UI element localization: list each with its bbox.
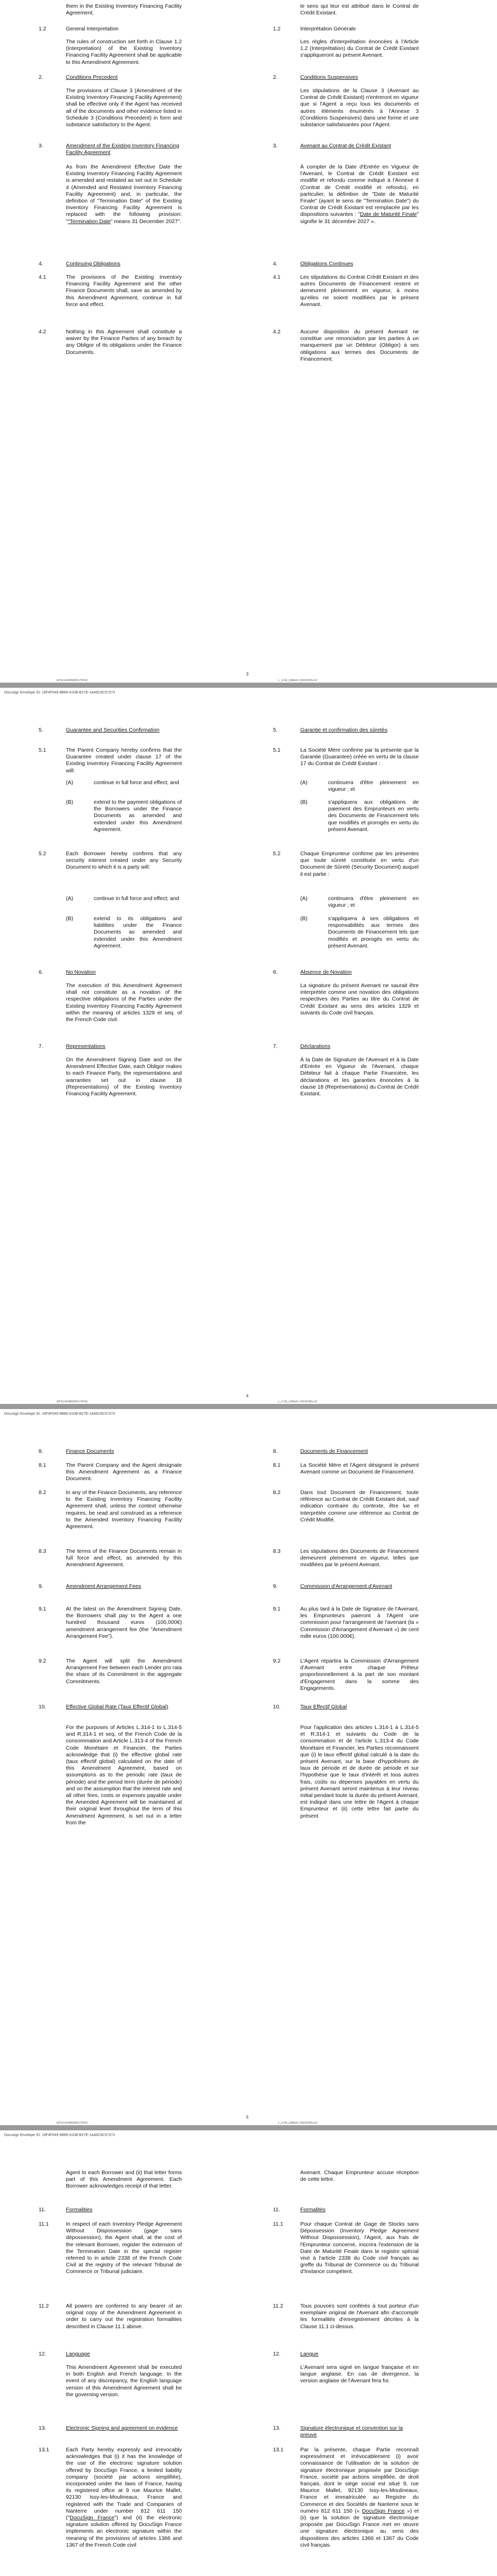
clause-number: 2. [273,74,278,80]
sub-item-text: s'appliquera à ses obligations et responsabilités aux termes des Documents de Financement tels que modifiés et prorogés en vertu du présent Avenant. [328,916,419,949]
clause-heading: Electronic Signing and agreement on evidence [66,2425,178,2431]
page-number: 3 [246,672,249,676]
clause-text: Les stipulations des Documents de Financement demeurent pleinement en vigueur, telles que modifiées par le présent Avenant. [300,1548,419,1568]
clause-number: 5.1 [39,747,46,753]
document-page-5 [0,1409,497,2125]
sub-item-label: (B) [66,799,73,805]
clause-text: L'Agent répartira la Commission d'Arrangement d'Avenant entre chaque Prêteur proportionnellement à la part de son montant d'Engagement dans la somme des Engagements. [300,1658,419,1691]
clause-number: 13. [273,2425,281,2431]
clause-heading: Interprétation Générale [300,26,356,32]
clause-text: La Société Mère et l'Agent désignent le présent Avenant comme un Document de Financement. [300,1462,419,1476]
clause-heading: Commission d'Arrangement d'Avenant [300,1583,392,1589]
footer-reference: L_LIVE_EMEA1:10632045v1/2 [278,679,318,682]
clause-text: In respect of each Inventory Pledge Agreement Without Dispossession (gage sans dépossession), the Agent shall, at the cost of the relevant Borrower, register the extension of the Termination Date in the special register referred to in article 2338 of the French Code Civil at the registry of the relevant Tribunal de Commerce or Tribunal judiciaire. [66,2221,182,2275]
clause-text: À la Date de Signature de l'Avenant et à la Date d'Entrée en Vigueur de l'Avenant, chaque Débiteur fait à chaque Partie Financière, les déclarations et les garanties énoncées à la clause 18 (Représentations) du Contrat de Crédit Existant. [300,1057,419,1097]
clause-text: The provisions of Clause 3 (Amendment of the Existing Inventory Financing Facility Agreement) shall be effective only if the Agent has received all of the documents and other evidence listed in Schedule 3 (Conditions Precedent) in form and substance satisfactory to the Agent. [66,88,182,128]
footer-reference: EPS/142486/83017/PHC [57,2122,88,2125]
sub-item-text: extend to the payment obligations of the Borrowers under the Finance Documents as amended and extended under this Amendment Agreement. [94,799,182,833]
sub-item-label: (A) [66,895,73,902]
clause-number: 6. [39,969,43,975]
clause-heading: Langue [300,2351,319,2357]
clause-number: 9.2 [39,1658,46,1664]
clause-number: 1.2 [273,26,281,32]
sub-item-text: continuera d'être pleinement en vigueur ; et [328,895,419,909]
clause-heading: Representations [66,1043,106,1049]
clause-text: L'Avenant sera signé en langue française et en langue anglaise. En cas de divergence, la version anglaise de l'Avenant fera foi. [300,2364,419,2384]
clause-number: 8. [273,1448,278,1454]
clause-number: 11. [39,2207,46,2213]
clause-text: Each Borrower hereby confirms that any security interest created under any Security Document to which it is a party will: [66,851,182,871]
clause-text: On the Amendment Signing Date and on the Amendment Effective Date, each Obligor makes to each Finance Party, the representations and warranties set out in clause 18 (Representations) of the Existing Inventory Financing Facility Agreement. [66,1057,182,1097]
clause-number: 6. [273,969,278,975]
clause-text: The Agent will split the Amendment Arrangement Fee between each Lender pro rata the share of its Commitment in the aggregate Commitments. [66,1658,182,1685]
clause-number: 5.2 [39,851,46,857]
clause-number: 1.2 [39,26,46,32]
clause-number: 12. [273,2351,281,2357]
footer-reference: L_LIVE_EMEA1:10632045v1/2 [278,2122,318,2125]
clause-text: The rules of construction set forth in Clause 1.2 (Interpretation) of the Existing Inventory Financing Facility Agreement shall be applicable to this Amendment Agreement. [66,39,182,65]
page-number: 5 [246,2115,249,2120]
clause-heading: Effective Global Rate (Taux Effectif Global) [66,1704,168,1710]
sub-item-label: (A) [300,779,307,786]
carryover-text-fr: le sens qui leur est attribué dans le Contrat de Crédit Existant. [300,3,419,16]
clause-number: 9.1 [39,1606,46,1612]
clause-text: Tous pouvoirs sont conférés à tout porteur d'un exemplaire original de l'Avenant afin d'accomplir les formalités d'enregistrement décrites à la Clause 11.1 ci-dessus. [300,2303,419,2330]
clause-number: 8.1 [39,1462,46,1468]
clause-text: La signature du présent Avenant ne saurait être interprétée comme une novation des obligations respectives des Parties au titre du Contrat de Crédit Existant au sens des articles 1329 et suivants du Code civil français. [300,982,419,1016]
clause-number: 4.2 [273,329,281,335]
clause-heading: Absence de Novation [300,969,352,975]
document-page-3 [0,0,497,683]
carryover-text-en: Agent to each Borrower and (ii) that letter forms part of this Amendment Agreement. Each Borrower acknowledges receipt of that letter. [66,2170,182,2190]
clause-number: 11.1 [39,2221,49,2227]
sub-item-label: (B) [300,916,307,922]
sub-item-label: (A) [66,779,73,786]
clause-text: Aucune disposition du présent Avenant ne constitue une renonciation par les parties à un manquement par un Débiteur (Obligor) à ses obligations aux termes des Documents de Financement. [300,329,419,362]
clause-number: 7. [39,1043,43,1049]
clause-heading: Obligations Continues [300,261,353,267]
clause-text: Nothing in this Agreement shall constitute a waiver by the Finance Parties of any breach by any Obligor of its obligations under the Finance Documents. [66,329,182,355]
sub-item-text: continue in full force and effect; and [94,895,179,902]
clause-text: This Amendment Agreement shall be executed in both English and French language. In the event of any discrepancy, the English language version of this Amendment Agreement shall be the governing version. [66,2364,182,2398]
clause-number: 11.2 [39,2303,49,2309]
clause-number: 11. [273,2207,280,2213]
clause-text: Pour chaque Contrat de Gage de Stocks sans Dépossession (Inventory Pledge Agreement Without Dispossession), l'Agent, aux frais de l'Emprunteur concerné, inscrira l'extension de la Date de Maturité Finale dans le registre spécial visé à l'article 2338 du Code civil français au greffe du Tribunal de Commerce ou du Tribunal d'Instance compétent. [300,2221,419,2275]
carryover-text-fr: Avenant. Chaque Emprunteur accuse réception de cette lettre. [300,2170,419,2183]
clause-number: 5.1 [273,747,281,753]
clause-number: 4.2 [39,329,46,335]
clause-number: 3. [39,143,43,149]
clause-number: 10. [273,1704,281,1710]
clause-heading: No Novation [66,969,96,975]
clause-number: 10. [39,1704,46,1710]
clause-heading: Déclarations [300,1043,331,1049]
clause-text: The execution of this Amendment Agreement shall not constitute as a novation of the respective obligations of the Parties under the Existing Inventory Financing Facility Agreement within the meaning of articles 1329 et seq. of the French Code civil. [66,982,182,1023]
clause-heading: Formalités [300,2207,326,2213]
clause-heading: Avenant au Contrat de Crédit Existant [300,143,391,149]
clause-heading: Guarantee and Securities Confirmation [66,727,160,733]
sub-item-text: s'appliquera aux obligations de paiement des Emprunteurs en vertu des Documents de Financement tels que modifiés et prorogés en vertu du présent Avenant. [328,799,419,833]
clause-text: Pour l'application des articles L.314-1 à L.314-5 et R.314-1 et suivants du Code de la consommation et de l'article L.313-4 du Code Monétaire et Financier, les Parties reconnaissent que (i) le taux effectif global calculé à la date du présent Avenant, sur la base d'hypothèses de taux de période et de durée de période et sur l'hypothèse que le taux d'intérêt et tous autres frais, coûts ou dépenses payables en vertu du présent Avenant seront maintenus à leur niveau initial pendant toute la durée du présent Avenant, est indiqué dans une lettre de l'Agent à chaque Emprunteur et (ii) cette lettre fait partie du présent [300,1724,419,1819]
clause-heading: Formalities [66,2207,93,2213]
clause-number: 13.1 [273,2447,284,2453]
clause-heading: Garantie et confirmation des sûretés [300,727,388,733]
clause-text: Au plus tard à la Date de Signature de l'Avenant, les Emprunteurs paieront à l'Agent une commission pour l'arrangement de l'avenant (la « Commission d'Arrangement d'Avenant ») de cent mille euros (100.000€). [300,1606,419,1639]
footer-reference: EPS/142486/83017/PHC [57,679,88,682]
clause-heading: Language [66,2351,90,2357]
clause-number: 4.1 [39,274,46,280]
clause-heading: Signature électronique et convention sur la preuve [300,2425,403,2438]
footer-reference: L_LIVE_EMEA1:10632045v1/2 [278,1400,318,1403]
clause-heading: Amendment of the Existing Inventory Financing Facility Agreement [66,143,180,156]
page-number: 4 [246,1394,249,1398]
docusign-envelope-id: Docusign Envelope ID: 19F4F049-9B89-41DB-B27E-1A46C6C57373 [4,691,115,694]
clause-text: The Parent Company and the Agent designate this Amendment Agreement as a Finance Document. [66,1462,182,1482]
clause-text: À compter de la Date d'Entrée en Vigueur de l'Avenant, le Contrat de Crédit Existant est modifié et refondu comme indiqué à l'Annexe 4 (Contrat de Crédit modifié et refondu), en particulier, la définition de "Date de Maturité Finale" (ayant le sens de "Termination Date") du Contrat de Crédit Existant est remplacée par les dispositions suivantes : "Date de Maturité Finale" signifie le 31 décembre 2027 ». [300,164,419,225]
clause-number: 8.3 [39,1548,46,1554]
clause-number: 8.3 [273,1548,281,1554]
clause-number: 8.1 [273,1462,281,1468]
sub-item-label: (A) [300,895,307,902]
clause-number: 8. [39,1448,43,1454]
clause-text: Par la présente, chaque Partie reconnaît expressément et irrévocablement (i) avoir connaissance de l'utilisation de la solution de signature électronique proposée par DocuSign France, société par actions simplifiée, de droit français, dont le siège social est situé 9, rue Maurice Mallet, 92130 Issy-les-Moulineaux, France et immatriculée au Registre du Commerce et des Sociétés de Nanterre sous le numéro 812 611 150 (« DocuSign France ») et (ii) que la solution de signature électronique proposée par DocuSign France met en œuvre une signature électronique au sens des dispositions des articles 1366 et 1367 du Code civil français. [300,2447,419,2548]
sub-item-text: extend to its obligations and liabilities under the Finance Documents as amended and extended under this Amendment Agreement. [94,916,182,949]
clause-number: 4. [39,261,43,267]
clause-heading: General Interpretation [66,26,119,32]
clause-number: 5.2 [273,851,281,857]
clause-number: 9. [273,1583,278,1589]
clause-heading: Taux Effectif Global [300,1704,347,1710]
clause-heading: Finance Documents [66,1448,114,1454]
sub-item-text: continuera d'être pleinement en vigueur ; et [328,779,419,793]
clause-text: At the latest on the Amendment Signing Date, the Borrowers shall pay to the Agent a one hundred thousand euros (100,000€) amendment arrangement fee (the "Amendment Arrangement Fee"). [66,1606,182,1639]
clause-number: 8.2 [39,1489,46,1496]
clause-text: The provisions of the Existing Inventory Financing Facility Agreement and the other Finance Documents shall, save as amended by this Amendment Agreement, continue in full force and effect. [66,274,182,308]
footer-reference: EPS/142486/83017/PHC [57,1400,88,1403]
document-page-6 [0,2130,497,2576]
clause-number: 4. [273,261,278,267]
clause-text: The terms of the Finance Documents remain in full force and effect, as amended by this Amendment Agreement. [66,1548,182,1568]
clause-number: 13. [39,2425,46,2431]
clause-text: Les stipulations de la Clause 3 (Avenant au Contrat de Crédit Existant) n'entreront en vigueur que si l'Agent a reçu tous les documents et autres éléments énumérés à l'Annexe 3 (Conditions Suspensives) dans une forme et une substance satisfaisantes pour l'Agent. [300,88,419,128]
clause-number: 5. [273,727,278,733]
clause-number: 11.1 [273,2221,283,2227]
clause-number: 5. [39,727,43,733]
clause-text: All powers are conferred to any bearer of an original copy of the Amendment Agreement in order to carry out the registration formalities described in Clause 11.1 above. [66,2303,182,2330]
clause-text: Each Party hereby expressly and irrevocably acknowledges that (i) it has the knowledge of the use of the electronic signature solution offered by DocuSign France, a limited liability company (société par actions simplifiée), incorporated under the laws of France, having its registered office at 9 rue Maurice Mallet, 92130 Issy-les-Moulineaux, France and registered with the Trade and Companies of Nanterre under number 812 611 150 ("DocuSign France") and (ii) the electronic signature solution offered by DocuSign France implements an electronic signature within the meaning of the provisions of articles 1366 and 1367 of the French Code civil [66,2447,182,2548]
clause-heading: Conditions Suspensives [300,74,358,80]
clause-number: 9.2 [273,1658,281,1664]
clause-heading: Conditions Precedent [66,74,118,80]
clause-text: Les stipulations du Contrat Crédit Existant et des autres Documents de Financement restent et demeurent pleinement en vigueur, à moins qu'elles ne soient modifiées par le présent Avenant. [300,274,419,308]
sub-item-label: (B) [66,916,73,922]
clause-number: 13.1 [39,2447,49,2453]
clause-heading: Amendment Arrangement Fees [66,1583,141,1589]
clause-text: Chaque Emprunteur confirme par les présentes que toute sûreté constituée en vertu d'un Document de Sûreté (Security Document) auquel il est partie : [300,851,419,877]
clause-number: 9. [39,1583,43,1589]
sub-item-text: continue in full force and effect; and [94,779,179,786]
clause-heading: Continuing Obligations [66,261,121,267]
clause-number: 9.1 [273,1606,281,1612]
clause-text: For the purposes of Articles L.314-1 to L.314-5 and R.314-1 et seq. of the French Code de la consommation and Article L.313-4 of the French Code Monétaire et Financier, the Parties acknowledge that (i) the effective global rate (taux effectif global) calculated on the date of this Amendment Agreement, based on assumptions as to the periodic rate (taux de période) and the period term (durée de période) and on the assumption that the interest rate and all other fees, costs or expenses payable under the Amended Agreement will be maintained at their original level throughout the term of this Amendment Agreement, is set out in a letter from the [66,1724,182,1826]
clause-number: 4.1 [273,274,281,280]
clause-text: La Société Mère confirme par la présente que la Garantie (Guarantee) créée en vertu de la clause 17 du Contrat de Crédit Existant : [300,747,419,767]
sub-item-label: (B) [300,799,307,805]
clause-text: The Parent Company hereby confirms that the Guarantee created under clause 17 of the Existing Inventory Financing Facility Agreement will: [66,747,182,774]
clause-text: As from the Amendment Effective Date the Existing Inventory Financing Facility Agreement is amended and restated as set out in Schedule 4 (Amended and Restated Inventory Financing Facility Agreement) and, in particular, the definition of "Termination Date" of the Existing Inventory Financing Facility Agreement is replaced with the following provision: ""Termination Date" means 31 December 2027". [66,164,182,225]
clause-number: 2. [39,74,43,80]
document-page-4 [0,688,497,1404]
clause-text: Les règles d'interprétation énoncées à l'Article 1.2 (Interprétation) du Contrat de Crédit Existant s'appliqueront au présent Avenant. [300,39,419,59]
clause-number: 3. [273,143,278,149]
clause-text: In any of the Finance Documents, any reference to the Existing Inventory Financing Facility Agreement shall, unless the context otherwise requires, be read and construed as a reference to the Amended Inventory Financing Facility Agreement. [66,1489,182,1530]
carryover-text-en: them in the Existing Inventory Financing Facility Agreement. [66,3,182,16]
clause-text: Dans tout Document de Financement, toute référence au Contrat de Crédit Existant doit, sauf indication contraire du contexte, être lue et interprétée comme une référence au Contrat de Crédit Modifié. [300,1489,419,1523]
clause-number: 12. [39,2351,46,2357]
docusign-envelope-id: Docusign Envelope ID: 19F4F049-9B89-41DB-B27E-1A46C6C57373 [4,1412,115,1416]
clause-heading: Documents de Financement [300,1448,368,1454]
clause-number: 11.2 [273,2303,283,2309]
clause-number: 8.2 [273,1489,281,1496]
clause-number: 7. [273,1043,278,1049]
docusign-envelope-id: Docusign Envelope ID: 19F4F049-9B89-41DB-B27E-1A46C6C57373 [4,2133,115,2137]
